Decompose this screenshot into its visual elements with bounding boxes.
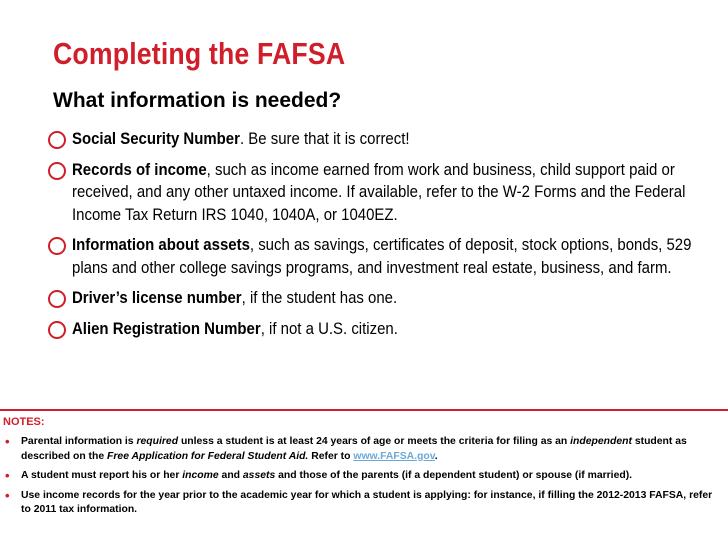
required-items-list bbox=[48, 128, 708, 348]
note-emphasis: independent bbox=[570, 436, 632, 447]
item-heading: Social Security Number bbox=[72, 129, 240, 148]
note-item bbox=[0, 435, 728, 464]
notes-divider bbox=[0, 409, 728, 411]
note-text: and bbox=[218, 470, 243, 481]
note-emphasis: assets bbox=[242, 470, 276, 481]
circle-bullet-icon bbox=[48, 162, 66, 180]
fafsa-link[interactable]: www.FAFSA.gov bbox=[353, 450, 435, 462]
slide-title: Completing the FAFSA bbox=[53, 36, 346, 71]
list-item bbox=[48, 159, 708, 227]
note-text: Use income records for the year prior to the academic year for which a student is applying: for instance, if filling the 2012-2013 FAFSA, refer to 2011 tax information. bbox=[21, 489, 713, 515]
bullet-dot-icon: • bbox=[5, 468, 10, 483]
item-description: , if the student has one. bbox=[241, 288, 398, 307]
note-emphasis: income bbox=[182, 470, 219, 481]
item-description: . Be sure that it is correct! bbox=[239, 129, 410, 148]
circle-bullet-icon bbox=[48, 321, 66, 339]
item-heading: Driver’s license number bbox=[72, 288, 242, 307]
list-item bbox=[48, 318, 708, 341]
note-emphasis: Free Application for Federal Student Aid. bbox=[107, 450, 309, 462]
item-description: , if not a U.S. citizen. bbox=[260, 318, 398, 338]
note-text: Parental information is bbox=[21, 436, 137, 447]
list-item bbox=[48, 128, 708, 151]
note-item bbox=[0, 489, 728, 518]
slide-subtitle: What information is needed? bbox=[53, 89, 342, 112]
note-text: student as described on the bbox=[21, 436, 687, 462]
list-item bbox=[48, 234, 708, 279]
circle-bullet-icon bbox=[48, 290, 66, 308]
circle-bullet-icon bbox=[48, 131, 66, 149]
item-heading: Alien Registration Number bbox=[72, 318, 261, 338]
note-text: A student must report his or her bbox=[21, 470, 183, 481]
list-item bbox=[48, 287, 708, 310]
note-item bbox=[0, 469, 728, 484]
note-text: Refer to bbox=[308, 450, 354, 462]
item-heading: Information about assets bbox=[72, 235, 250, 254]
note-text: unless a student is at least 24 years of age or meets the criteria for filing as an bbox=[178, 436, 571, 447]
circle-bullet-icon bbox=[48, 237, 66, 255]
note-emphasis: required bbox=[136, 436, 179, 447]
item-description: , such as income earned from work and business, child support paid or received, and any other untaxed income. If available, refer to the W-2 Forms and the Federal Income Tax Return IRS 1040, 1040A, or 1040EZ. bbox=[72, 159, 686, 224]
bullet-dot-icon: • bbox=[5, 487, 10, 503]
notes-label: NOTES: bbox=[3, 416, 45, 428]
note-text: and those of the parents (if a dependent student) or spouse (if married). bbox=[275, 470, 633, 481]
item-heading: Records of income bbox=[72, 159, 207, 179]
bullet-dot-icon: • bbox=[5, 434, 10, 449]
item-description: , such as savings, certificates of deposit, stock options, bonds, 529 plans and other college savings programs, and investment real estate, business, and farm. bbox=[72, 235, 692, 277]
note-text: . bbox=[434, 450, 438, 462]
notes-list bbox=[0, 435, 728, 523]
